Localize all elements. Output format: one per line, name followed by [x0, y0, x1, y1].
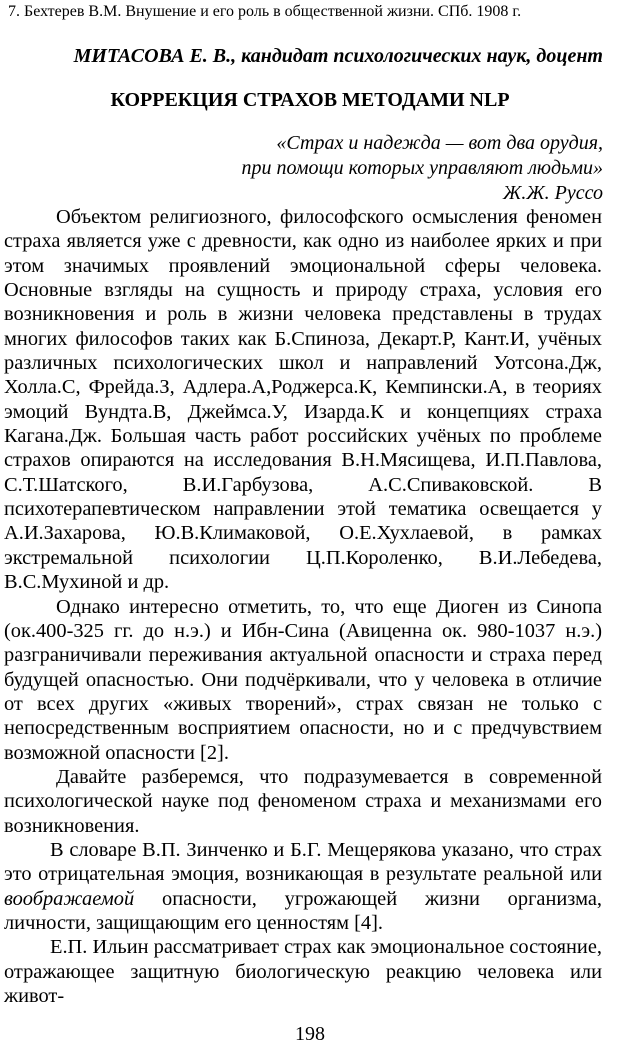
paragraph-2: Однако интересно отметить, то, что еще Диоген из Синопа (ок.400-325 гг. до н.э.) и Ибн-Сина (Авиценна ок. 980-1037 н.э.) разграничивали переживания актуальной опасности и страха перед будущей опасностью. Они подчёркивали, что у человека в отличие от всех других «живых творений», страх связан не только с непосредственным восприятием опасности, но и с предчувствием возможной опасности [2].: [4, 595, 602, 764]
paragraph-1: Объектом религиозного, философского осмысления феномен страха является уже с древности, как одно из наиболее ярких и при этом значимых проявлений эмоциональной сферы человека. Основные взгляды на сущность и природу страха, условия его возникновения и роль в жизни человека представлены в трудах многих философов таких как Б.Спиноза, Декарт.Р, Кант.И, учёных различных психологических школ и направлений Уотсона.Дж, Холла.С, Фрейда.З, Адлера.А,Роджерса.К, Кемпински.А, в теориях эмоций Вундта.В, Джеймса.У, Изарда.К и концепциях страха Кагана.Дж. Большая часть работ российских учёных по проблеме страхов опираются на исследования В.Н.Мясищева, И.П.Павлова, С.Т.Шатского, В.И.Гарбузова, А.С.Спиваковской. В психотерапевтическом направлении этой тематика освещается у А.И.Захарова, Ю.В.Климаковой, О.Е.Хухлаевой, в рамках экстремальной психологии Ц.П.Короленко, В.И.Лебедева, В.С.Мухиной и др.: [4, 206, 602, 594]
paragraph-4-italic-word: воображаемой: [4, 887, 135, 910]
paragraph-4: [4, 838, 602, 935]
epigraph: [0, 131, 603, 206]
paragraph-5: E.П. Ильин рассматривает страх как эмоциональное состояние, отражающее защитную биологическую реакцию человека или живот-: [4, 936, 602, 1007]
footnote: 7. Бехтерев В.М. Внушение и его роль в общественной жизни. СПб. 1908 г.: [8, 3, 522, 20]
paragraph-4-text-after: опасности, угрожающей жизни организма, личности, защищающим его ценностям [4].: [4, 887, 602, 934]
page-number: 198: [295, 1023, 325, 1045]
paragraph-3: Давайте разберемся, что подразумевается в современной психологической науке под феноменом страха и механизмами его возникновения.: [4, 765, 602, 837]
epigraph-line-2: при помощи которых управляют людьми»: [241, 157, 603, 179]
epigraph-attribution: Ж.Ж. Руссо: [503, 182, 603, 204]
epigraph-line-1: «Страх и надежда — вот два орудия,: [276, 132, 603, 154]
article-title: КОРРЕКЦИЯ СТРАХОВ МЕТОДАМИ NLP: [110, 89, 510, 111]
author-line: МИТАСОВА Е. В., кандидат психологических наук, доцент: [73, 45, 603, 67]
article-body: [4, 205, 602, 1008]
paragraph-4-text-before: В словаре В.П. Зинченко и Б.Г. Мещерякова указано, что страх это отрицательная эмоция, возникающая в результате реальной или: [4, 838, 602, 886]
